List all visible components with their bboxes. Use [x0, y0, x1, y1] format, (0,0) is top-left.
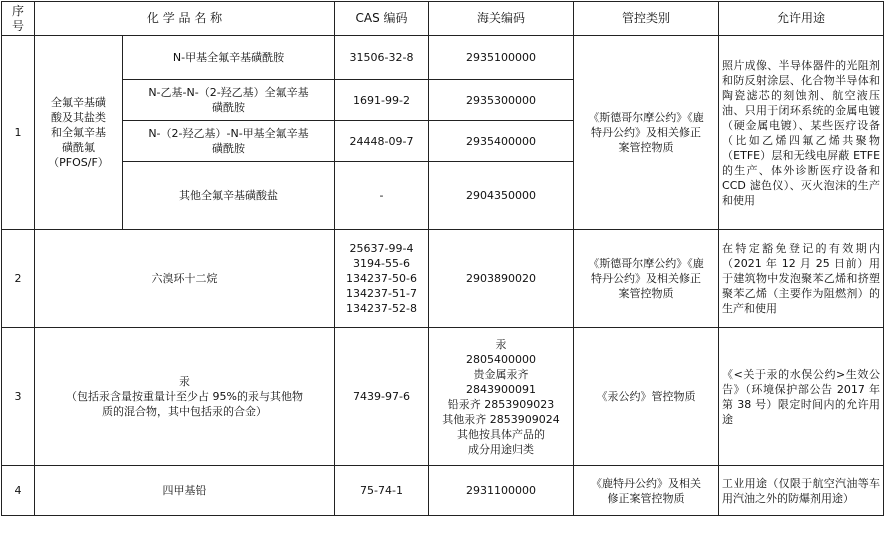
- customs-code: 2904350000: [429, 162, 574, 230]
- chemical-name: 六溴环十二烷: [35, 230, 335, 328]
- customs-code: 2935300000: [429, 80, 574, 121]
- chemicals-table: [1, 1, 884, 516]
- cas-number: 7439-97-6: [335, 328, 429, 466]
- cas-number: 1691-99-2: [335, 80, 429, 121]
- header-no: 序 号: [2, 2, 35, 36]
- table-row: [2, 230, 884, 328]
- cas-number: 75-74-1: [335, 466, 429, 516]
- cas-number: 25637-99-4 3194-55-6 134237-50-6 134237-51-7 134237-52-8: [335, 230, 429, 328]
- row-number: 1: [2, 36, 35, 230]
- chemical-name: 汞 （包括汞含量按重量计至少占 95%的汞与其他物 质的混合物，其中包括汞的合金）: [35, 328, 335, 466]
- cas-number: -: [335, 162, 429, 230]
- table-row: [2, 36, 884, 80]
- customs-code: 2935100000: [429, 36, 574, 80]
- chemical-name: 四甲基铅: [35, 466, 335, 516]
- header-cas: CAS 编码: [335, 2, 429, 36]
- customs-code: 2931100000: [429, 466, 574, 516]
- customs-code: 汞 2805400000 贵金属汞齐 2843900091 铅汞齐 2853909023 其他汞齐 2853909024 其他按具体产品的 成分用途归类: [429, 328, 574, 466]
- row-number: 4: [2, 466, 35, 516]
- permitted-use: 在特定豁免登记的有效期内（2021 年 12 月 25 日前）用于建筑物中发泡聚苯乙烯和挤塑聚苯乙烯（主要作为阻燃剂）的生产和使用: [719, 230, 884, 328]
- cas-number: 31506-32-8: [335, 36, 429, 80]
- header-chemical-name: 化 学 品 名 称: [35, 2, 335, 36]
- header-customs: 海关编码: [429, 2, 574, 36]
- row-number: 2: [2, 230, 35, 328]
- control-category: 《斯德哥尔摩公约》《鹿 特丹公约》及相关修正 案管控物质: [574, 230, 719, 328]
- chemical-name: N-乙基-N-（2-羟乙基）全氟辛基 磺酰胺: [123, 80, 335, 121]
- header-control: 管控类别: [574, 2, 719, 36]
- customs-code: 2903890020: [429, 230, 574, 328]
- control-category: 《斯德哥尔摩公约》《鹿 特丹公约》及相关修正 案管控物质: [574, 36, 719, 230]
- control-category: 《汞公约》管控物质: [574, 328, 719, 466]
- chemical-group: 全氟辛基磺 酸及其盐类 和全氟辛基 磺酰氟 （PFOS/F）: [35, 36, 123, 230]
- control-category: 《鹿特丹公约》及相关 修正案管控物质: [574, 466, 719, 516]
- table-row: [2, 466, 884, 516]
- cas-number: 24448-09-7: [335, 121, 429, 162]
- header-use: 允许用途: [719, 2, 884, 36]
- chemical-name: N-甲基全氟辛基磺酰胺: [123, 36, 335, 80]
- header-row: [2, 2, 884, 36]
- permitted-use: 《<关于汞的水俣公约>生效公告》（环境保护部公告 2017 年第 38 号）限定时间内的允许用途: [719, 328, 884, 466]
- chemical-name: N-（2-羟乙基）-N-甲基全氟辛基 磺酰胺: [123, 121, 335, 162]
- permitted-use: 工业用途（仅限于航空汽油等车用汽油之外的防爆剂用途）: [719, 466, 884, 516]
- table-row: [2, 328, 884, 466]
- chemical-name: 其他全氟辛基磺酸盐: [123, 162, 335, 230]
- permitted-use: 照片成像、半导体器件的光阻剂和防反射涂层、化合物半导体和陶瓷滤芯的刻蚀剂、航空液压油、只用于闭环系统的金属电镀（硬金属电镀）、某些医疗设备（比如乙烯四氟乙烯共聚物（ETFE）层和无线电屏蔽 ETFE 的生产、体外诊断医疗设备和 CCD 滤色仪）、灭火泡沫的生产和使用: [719, 36, 884, 230]
- row-number: 3: [2, 328, 35, 466]
- customs-code: 2935400000: [429, 121, 574, 162]
